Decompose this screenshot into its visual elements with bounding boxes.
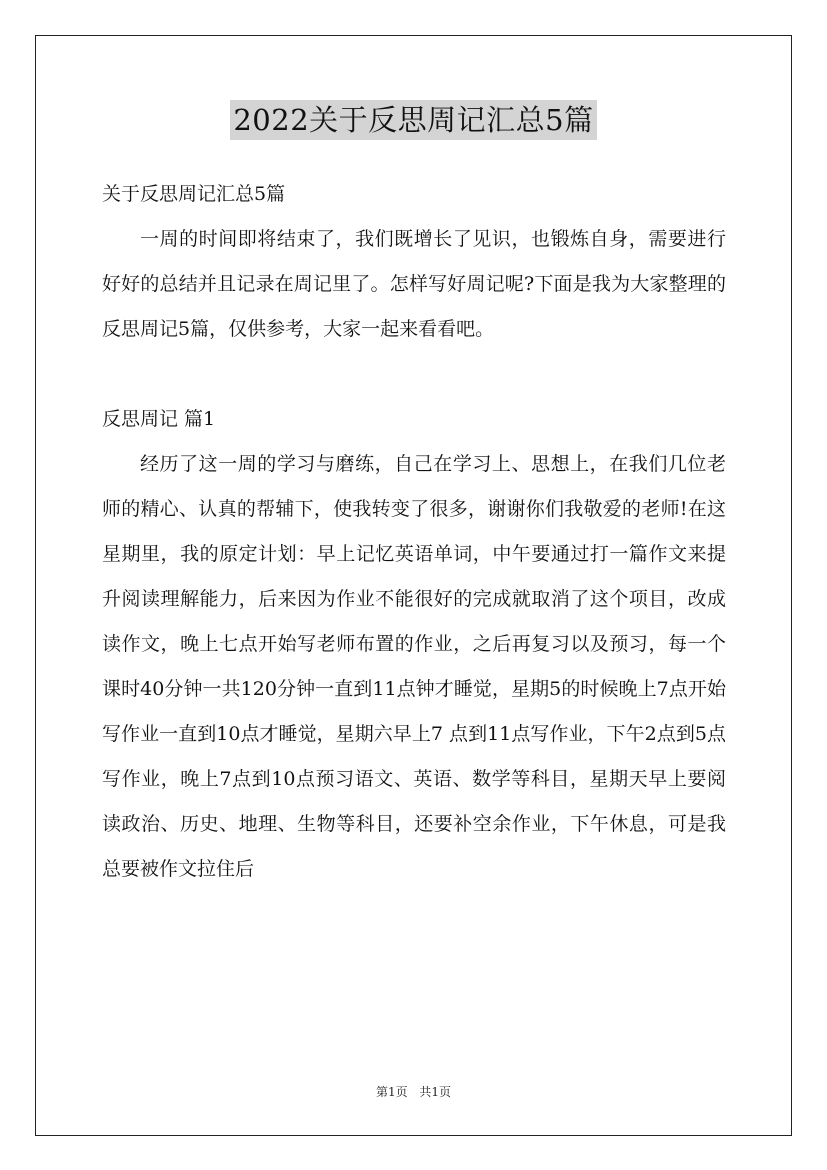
section-heading: 反思周记 篇1 (102, 408, 216, 430)
document-body (102, 172, 726, 892)
section-paragraph: 经历了这一周的学习与磨练，自己在学习上、思想上，在我们几位老师的精心、认真的帮辅下，使我转变了很多，谢谢你们我敬爱的老师!在这星期里，我的原定计划：早上记忆英语单词，中午要通过打一篇作文来提升阅读理解能力，后来因为作业不能很好的完成就取消了这个项目，改成读作文，晚上七点开始写老师布置的作业，之后再复习以及预习，每一个课时40分钟一共120分钟一直到11点钟才睡觉，星期5的时候晚上7点开始写作业一直到10点才睡觉，星期六早上7 点到11点写作业，下午2点到5点写作业，晚上7点到10点预习语文、英语、数学等科目，星期天早上要阅读政治、历史、地理、生物等科目，还要补空余作业，下午休息，可是我总要被作文拉住后 (102, 453, 726, 880)
page-total: 共1页 (419, 1085, 452, 1099)
document-subtitle: 关于反思周记汇总5篇 (102, 183, 286, 205)
intro-paragraph: 一周的时间即将结束了，我们既增长了见识，也锻炼自身，需要进行好好的总结并且记录在周记里了。怎样写好周记呢?下面是我为大家整理的反思周记5篇，仅供参考，大家一起来看看吧。 (102, 228, 726, 340)
document-title: 2022关于反思周记汇总5篇 (230, 100, 596, 140)
page-footer (0, 1083, 827, 1101)
page-number: 第1页 (375, 1085, 408, 1099)
paragraph-spacer (102, 352, 726, 397)
title-container (0, 100, 827, 140)
